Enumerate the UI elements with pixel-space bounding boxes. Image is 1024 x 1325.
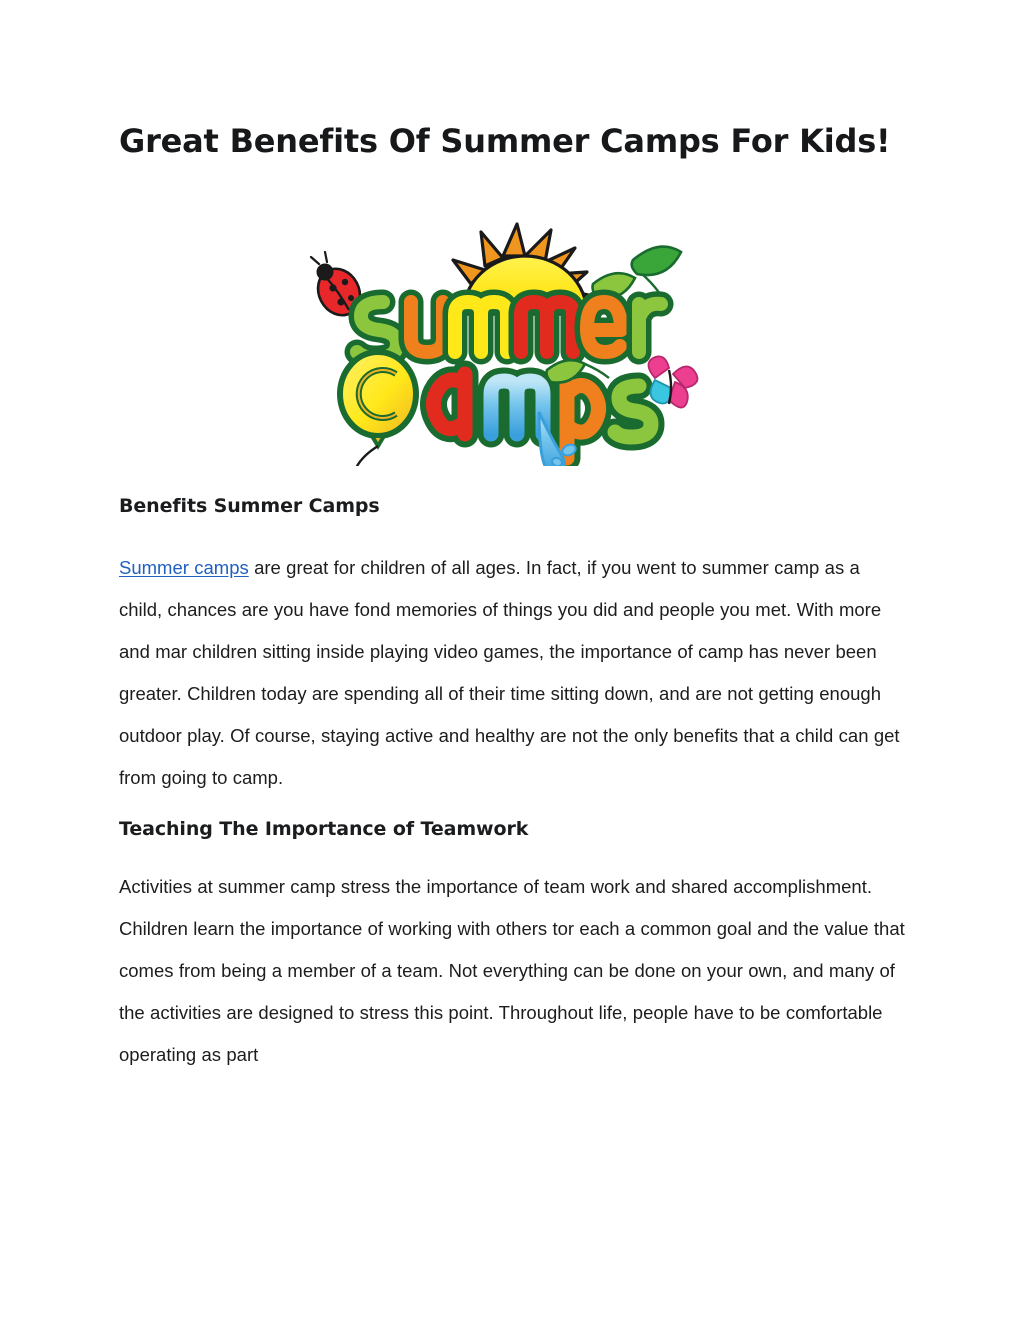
butterfly-icon: [648, 357, 697, 408]
summer-camps-link[interactable]: Summer camps: [119, 557, 249, 579]
heading-benefits-summer-camps: Benefits Summer Camps: [119, 495, 380, 518]
summer-camps-logo-icon: [295, 198, 715, 466]
document-content: [119, 0, 905, 1076]
paragraph-teamwork: Activities at summer camp stress the importance of team work and shared accomplishment. Children learn the importance of working with others tor each a common goal and the value that comes from being a member of a team. Not everything can be done on your own, and many of the activities are designed to stress this point. Throughout life, people have to be comfortable operating as part: [119, 875, 905, 1065]
logo-word-summer: [357, 302, 661, 358]
balloon-letter-c-icon: [340, 352, 416, 466]
paragraph-benefits: [119, 519, 903, 799]
page-title: Great Benefits Of Summer Camps For Kids!: [119, 122, 891, 160]
summer-camps-logo-image: [119, 198, 905, 466]
paragraph-benefits-text: are great for children of all ages. In fact, if you went to summer camp as a child, chances are you have fond memories of things you did and people you met. With more and mar children sitting inside playing video games, the importance of camp has never been greater. Children today are spending all of their time sitting down, and are not getting enough outdoor play. Of course, staying active and healthy are not the only benefits that a child can get from going to camp.: [119, 557, 900, 789]
heading-teaching-importance-of-teamwork: Teaching The Importance of Teamwork: [119, 818, 529, 841]
